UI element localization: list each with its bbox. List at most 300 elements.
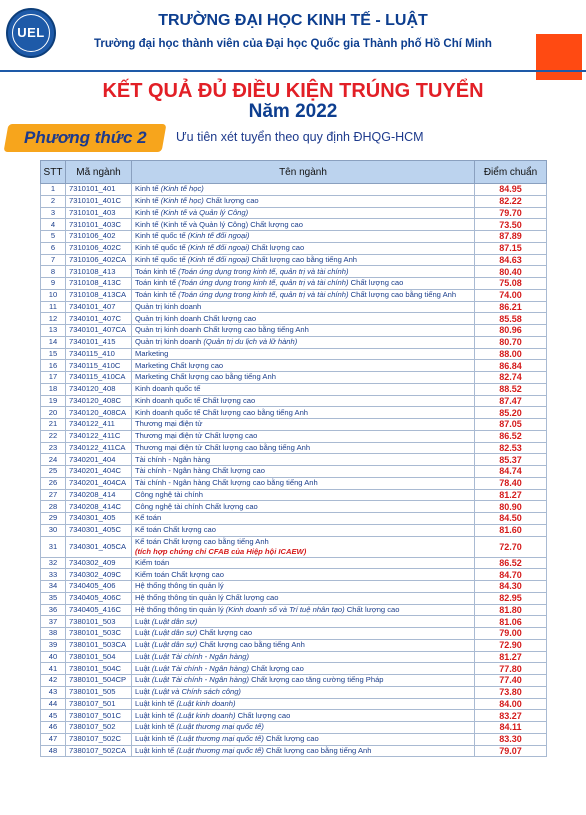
cell-code: 7340122_411C [66, 430, 132, 442]
name-suffix: Chất lượng cao [235, 710, 291, 720]
name-note: (Luật và Chính sách công) [151, 687, 241, 697]
name-main: Kinh tế [135, 207, 161, 217]
table-row [41, 592, 547, 604]
name-main: Marketing Chất lượng cao bằng tiếng Anh [135, 372, 276, 382]
table-row [41, 442, 547, 454]
cell-score: 77.80 [475, 663, 547, 675]
cell-name [132, 569, 475, 581]
cell-stt: 48 [41, 745, 66, 757]
cell-stt: 13 [41, 325, 66, 337]
cell-name [132, 733, 475, 745]
name-suffix: Chất lượng cao tăng cường tiếng Pháp [248, 675, 384, 685]
cell-score: 72.90 [475, 639, 547, 651]
cell-stt: 42 [41, 675, 66, 687]
cell-name [132, 195, 475, 207]
cell-code: 7310101_401C [66, 195, 132, 207]
table-row [41, 325, 547, 337]
cell-score: 84.11 [475, 722, 547, 734]
cell-stt: 6 [41, 242, 66, 254]
cell-code: 7340115_410CA [66, 372, 132, 384]
cell-stt: 22 [41, 430, 66, 442]
table-row [41, 231, 547, 243]
cell-stt: 34 [41, 581, 66, 593]
table-row [41, 745, 547, 757]
cell-stt: 32 [41, 557, 66, 569]
table-row [41, 639, 547, 651]
cell-name [132, 581, 475, 593]
uel-logo [6, 8, 56, 58]
name-main: Luật [135, 628, 152, 638]
cell-score: 80.90 [475, 501, 547, 513]
cell-stt: 37 [41, 616, 66, 628]
name-note: (Luật thương mại quốc tế) [176, 722, 264, 732]
table-row [41, 407, 547, 419]
table-row [41, 219, 547, 231]
cell-name [132, 430, 475, 442]
cell-stt: 12 [41, 313, 66, 325]
table-row [41, 616, 547, 628]
cell-code: 7380107_501 [66, 698, 132, 710]
cell-name [132, 266, 475, 278]
table-row [41, 663, 547, 675]
cell-stt: 18 [41, 383, 66, 395]
name-suffix: Chất lượng cao [348, 278, 404, 288]
cell-code: 7340115_410 [66, 348, 132, 360]
name-main: Luật [135, 663, 152, 673]
table-body [41, 184, 547, 757]
cell-code: 7340120_408CA [66, 407, 132, 419]
cell-stt: 3 [41, 207, 66, 219]
cell-stt: 45 [41, 710, 66, 722]
cell-name [132, 745, 475, 757]
cell-stt: 39 [41, 639, 66, 651]
cell-stt: 9 [41, 278, 66, 290]
cell-code: 7380101_503 [66, 616, 132, 628]
table-row [41, 710, 547, 722]
cell-score: 86.52 [475, 430, 547, 442]
cell-code: 7310108_413CA [66, 289, 132, 301]
cell-code: 7310101_403C [66, 219, 132, 231]
name-note: (Luật dân sự) [151, 628, 198, 638]
table-row [41, 195, 547, 207]
cell-stt: 35 [41, 592, 66, 604]
name-main: Luật kinh tế [135, 745, 177, 755]
table-row [41, 569, 547, 581]
name-main: Kinh doanh quốc tế Chất lượng cao [135, 395, 256, 405]
cell-code: 7310108_413C [66, 278, 132, 290]
cell-stt: 26 [41, 477, 66, 489]
cell-score: 88.00 [475, 348, 547, 360]
col-header-score: Điểm chuẩn [475, 161, 547, 184]
cell-score: 82.74 [475, 372, 547, 384]
cell-stt: 2 [41, 195, 66, 207]
cell-score: 84.63 [475, 254, 547, 266]
cell-name [132, 219, 475, 231]
cell-score: 73.50 [475, 219, 547, 231]
name-main: Quản trị kinh doanh Chất lượng cao [135, 313, 257, 323]
name-main: Toán kinh tế [135, 290, 179, 300]
name-note: (Toán ứng dụng trong kinh tế, quản trị và tài chính) [178, 278, 349, 288]
name-main: Quản trị kinh doanh Chất lượng cao bằng tiếng Anh [135, 325, 309, 335]
cell-stt: 11 [41, 301, 66, 313]
cell-code: 7340101_407C [66, 313, 132, 325]
cell-stt: 44 [41, 698, 66, 710]
cell-name [132, 419, 475, 431]
cell-stt: 28 [41, 501, 66, 513]
cell-score: 74.00 [475, 289, 547, 301]
cell-code: 7340208_414C [66, 501, 132, 513]
cell-stt: 7 [41, 254, 66, 266]
cell-code: 7310106_402CA [66, 254, 132, 266]
name-main: Luật kinh tế [135, 698, 177, 708]
cell-code: 7340115_410C [66, 360, 132, 372]
page-year: Năm 2022 [248, 101, 338, 122]
table-row [41, 604, 547, 616]
cell-score: 84.74 [475, 466, 547, 478]
cell-code: 7310101_401 [66, 184, 132, 196]
cell-code: 7380101_503C [66, 628, 132, 640]
cell-name [132, 442, 475, 454]
cell-score: 81.27 [475, 651, 547, 663]
cell-score: 83.30 [475, 733, 547, 745]
name-note: (Luật Tài chính - Ngân hàng) [151, 663, 249, 673]
cell-score: 86.84 [475, 360, 547, 372]
cell-code: 7380101_505 [66, 686, 132, 698]
table-row [41, 524, 547, 536]
name-main: Tài chính - Ngân hàng Chất lượng cao [135, 466, 265, 476]
school-subtitle: Trường đại học thành viên của Đại học Quốc gia Thành phố Hồ Chí Minh [94, 38, 492, 50]
name-main: Marketing Chất lượng cao [135, 360, 224, 370]
name-note: (Luật dân sự) [151, 640, 198, 650]
cell-code: 7340122_411 [66, 419, 132, 431]
method-badge [4, 124, 167, 152]
name-main: Kinh tế [135, 184, 161, 194]
cell-score: 85.20 [475, 407, 547, 419]
cell-code: 7340405_416C [66, 604, 132, 616]
table-row [41, 489, 547, 501]
cell-stt: 8 [41, 266, 66, 278]
name-suffix: Chất lượng cao [249, 243, 305, 253]
cell-stt: 5 [41, 231, 66, 243]
table-row [41, 628, 547, 640]
cell-score: 81.60 [475, 524, 547, 536]
cell-score: 87.15 [475, 242, 547, 254]
name-main: Luật [135, 640, 152, 650]
cell-stt: 46 [41, 722, 66, 734]
cell-code: 7380101_504CP [66, 675, 132, 687]
cell-code: 7340201_404 [66, 454, 132, 466]
cell-name [132, 501, 475, 513]
cell-stt: 36 [41, 604, 66, 616]
cell-name [132, 348, 475, 360]
name-main: Hệ thống thông tin quản lý [135, 581, 224, 591]
cell-score: 75.08 [475, 278, 547, 290]
cell-name [132, 477, 475, 489]
cell-score: 84.30 [475, 581, 547, 593]
name-main: Kinh tế quốc tế [135, 231, 188, 241]
cell-score: 83.27 [475, 710, 547, 722]
cell-score: 82.95 [475, 592, 547, 604]
name-suffix: Chất lượng cao bằng tiếng Anh [263, 745, 372, 755]
table-header-row [41, 161, 547, 184]
cell-name [132, 278, 475, 290]
cell-score: 81.06 [475, 616, 547, 628]
cell-score: 77.40 [475, 675, 547, 687]
cell-score: 85.37 [475, 454, 547, 466]
name-suffix: Chất lượng cao bằng tiếng Anh [249, 254, 358, 264]
cell-stt: 1 [41, 184, 66, 196]
table-row [41, 313, 547, 325]
cell-code: 7310101_403 [66, 207, 132, 219]
cell-code: 7340201_404C [66, 466, 132, 478]
cell-stt: 24 [41, 454, 66, 466]
cell-name [132, 698, 475, 710]
name-note: (Luật dân sự) [151, 616, 198, 626]
cell-code: 7340101_407 [66, 301, 132, 313]
cell-code: 7380107_502CA [66, 745, 132, 757]
table-row [41, 454, 547, 466]
cell-code: 7340201_404CA [66, 477, 132, 489]
name-suffix: Chất lượng cao [263, 734, 319, 744]
name-main: Thương mại điện tử Chất lượng cao [135, 431, 258, 441]
name-suffix: Chất lượng cao [248, 663, 304, 673]
cell-code: 7340301_405CA [66, 536, 132, 557]
table-row [41, 466, 547, 478]
cell-name [132, 325, 475, 337]
cell-name [132, 513, 475, 525]
name-note: (Kinh tế và Quản lý Công) [160, 207, 249, 217]
name-suffix: Chất lượng cao bằng tiếng Anh [348, 290, 457, 300]
school-name: TRƯỜNG ĐẠI HỌC KINH TẾ - LUẬT [158, 12, 428, 29]
cell-name [132, 360, 475, 372]
cell-stt: 17 [41, 372, 66, 384]
cell-stt: 47 [41, 733, 66, 745]
col-header-name: Tên ngành [132, 161, 475, 184]
cell-code: 7310106_402 [66, 231, 132, 243]
name-note: (Kinh doanh số và Trí tuệ nhân tạo) [225, 604, 345, 614]
cell-score: 85.58 [475, 313, 547, 325]
cell-name [132, 557, 475, 569]
table-row [41, 698, 547, 710]
header-divider [0, 70, 586, 72]
cell-name [132, 604, 475, 616]
cell-code: 7340301_405 [66, 513, 132, 525]
cell-score: 80.40 [475, 266, 547, 278]
cell-code: 7310108_413 [66, 266, 132, 278]
table-row [41, 477, 547, 489]
name-main: Luật kinh tế [135, 722, 177, 732]
cell-score: 80.96 [475, 325, 547, 337]
cell-name [132, 289, 475, 301]
table-row [41, 501, 547, 513]
cell-name [132, 616, 475, 628]
cell-stt: 41 [41, 663, 66, 675]
method-subtitle: Ưu tiên xét tuyển theo quy định ĐHQG-HCM [176, 130, 424, 144]
cell-score: 82.22 [475, 195, 547, 207]
cell-score: 79.07 [475, 745, 547, 757]
name-main: Kinh tế quốc tế [135, 254, 188, 264]
admission-table [40, 160, 547, 757]
cell-score: 80.70 [475, 336, 547, 348]
cell-code: 7340122_411CA [66, 442, 132, 454]
name-main: Kiểm toán Chất lượng cao [135, 569, 225, 579]
name-suffix: Chất lượng cao bằng tiếng Anh [197, 640, 305, 650]
cell-code: 7380101_504C [66, 663, 132, 675]
cell-name [132, 301, 475, 313]
name-main: Kiểm toán [135, 557, 170, 567]
name-main: Luật [135, 616, 152, 626]
name-main: Toán kinh tế [135, 278, 179, 288]
cell-score: 78.40 [475, 477, 547, 489]
name-note: (Kinh tế đối ngoại) [187, 243, 250, 253]
cell-name [132, 454, 475, 466]
name-note: (Kinh tế đối ngoại) [187, 231, 250, 241]
cell-stt: 21 [41, 419, 66, 431]
table-row [41, 513, 547, 525]
cell-code: 7340101_407CA [66, 325, 132, 337]
cell-name [132, 372, 475, 384]
name-main: Luật [135, 687, 152, 697]
name-main: Thương mại điện tử Chất lượng cao bằng tiếng Anh [135, 442, 311, 452]
cell-code: 7340405_406 [66, 581, 132, 593]
name-main: Luật [135, 651, 152, 661]
name-main: Quản trị kinh doanh [135, 337, 204, 347]
cell-code: 7380101_504 [66, 651, 132, 663]
cell-score: 84.50 [475, 513, 547, 525]
table-row [41, 651, 547, 663]
cell-score: 79.00 [475, 628, 547, 640]
name-main: Toán kinh tế [135, 266, 179, 276]
name-line2: (tích hợp chứng chỉ CFAB của Hiệp hội ICAEW) [135, 546, 307, 556]
table-row [41, 278, 547, 290]
cell-name [132, 651, 475, 663]
cell-code: 7310106_402C [66, 242, 132, 254]
cell-name [132, 639, 475, 651]
cell-name [132, 710, 475, 722]
cell-name [132, 242, 475, 254]
cell-code: 7340101_415 [66, 336, 132, 348]
cell-name [132, 675, 475, 687]
cell-code: 7380101_503CA [66, 639, 132, 651]
cell-code: 7380107_502C [66, 733, 132, 745]
table-row [41, 536, 547, 557]
cell-name [132, 254, 475, 266]
name-main: Kinh tế [135, 196, 161, 206]
name-note: (Luật kinh doanh) [176, 710, 236, 720]
table-row [41, 266, 547, 278]
name-main: Quản trị kinh doanh [135, 301, 202, 311]
table-row [41, 419, 547, 431]
cell-code: 7340120_408C [66, 395, 132, 407]
cell-stt: 10 [41, 289, 66, 301]
table-row [41, 722, 547, 734]
cell-score: 72.70 [475, 536, 547, 557]
name-main: Công nghệ tài chính Chất lượng cao [135, 501, 258, 511]
cell-stt: 23 [41, 442, 66, 454]
cell-score: 87.47 [475, 395, 547, 407]
cell-name [132, 184, 475, 196]
table-row [41, 675, 547, 687]
name-main: Hệ thống thông tin quản lý Chất lượng cao [135, 593, 279, 603]
table-row [41, 686, 547, 698]
name-suffix: Chất lượng cao [344, 604, 400, 614]
table-row [41, 557, 547, 569]
cell-stt: 20 [41, 407, 66, 419]
name-main: Luật [135, 675, 152, 685]
table-row [41, 254, 547, 266]
cell-stt: 16 [41, 360, 66, 372]
name-main: Công nghệ tài chính [135, 489, 203, 499]
cell-name [132, 313, 475, 325]
cell-code: 7340301_405C [66, 524, 132, 536]
table-row [41, 242, 547, 254]
cell-stt: 40 [41, 651, 66, 663]
cell-name [132, 663, 475, 675]
cell-stt: 38 [41, 628, 66, 640]
cell-code: 7340120_408 [66, 383, 132, 395]
name-main: Kinh tế (Kinh tế và Quản lý Công) Chất lượng cao [135, 219, 303, 229]
name-note: (Toán ứng dụng trong kinh tế, quản trị và tài chính) [178, 290, 349, 300]
name-main: Thương mại điện tử [135, 419, 203, 429]
table-row [41, 395, 547, 407]
cell-stt: 14 [41, 336, 66, 348]
cell-stt: 27 [41, 489, 66, 501]
cell-stt: 29 [41, 513, 66, 525]
name-main: Kế toán Chất lượng cao [135, 525, 216, 535]
cell-name [132, 722, 475, 734]
cell-name [132, 466, 475, 478]
cell-stt: 30 [41, 524, 66, 536]
cell-name [132, 407, 475, 419]
cell-score: 81.27 [475, 489, 547, 501]
cell-name [132, 524, 475, 536]
table-row [41, 348, 547, 360]
cell-stt: 31 [41, 536, 66, 557]
table-row [41, 336, 547, 348]
cell-code: 7340405_406C [66, 592, 132, 604]
name-note: (Luật kinh doanh) [176, 698, 236, 708]
cell-score: 86.21 [475, 301, 547, 313]
name-main: Tài chính - Ngân hàng Chất lượng cao bằng tiếng Anh [135, 478, 318, 488]
cell-name [132, 592, 475, 604]
cell-score: 86.52 [475, 557, 547, 569]
cell-name [132, 383, 475, 395]
table-row [41, 360, 547, 372]
name-main: Kinh doanh quốc tế Chất lượng cao bằng tiếng Anh [135, 407, 309, 417]
cell-code: 7340208_414 [66, 489, 132, 501]
cell-score: 87.05 [475, 419, 547, 431]
cell-name [132, 231, 475, 243]
table-row [41, 372, 547, 384]
cell-score: 82.53 [475, 442, 547, 454]
red-square-decoration [536, 34, 582, 80]
page-title: KẾT QUẢ ĐỦ ĐIỀU KIỆN TRÚNG TUYỂN [102, 80, 484, 102]
name-note: (Kinh tế học) [160, 196, 204, 206]
name-main: Hệ thống thông tin quản lý [135, 604, 226, 614]
cell-name [132, 628, 475, 640]
cell-name [132, 686, 475, 698]
cell-stt: 15 [41, 348, 66, 360]
name-note: (Quản trị du lịch và lữ hành) [203, 337, 298, 347]
cell-score: 87.89 [475, 231, 547, 243]
name-main: Tài chính - Ngân hàng [135, 454, 211, 464]
name-suffix: Chất lượng cao [203, 196, 259, 206]
cell-score: 81.80 [475, 604, 547, 616]
name-note: (Toán ứng dụng trong kinh tế, quản trị và tài chính) [178, 266, 349, 276]
cell-name [132, 536, 475, 557]
cell-stt: 43 [41, 686, 66, 698]
cell-score: 79.70 [475, 207, 547, 219]
